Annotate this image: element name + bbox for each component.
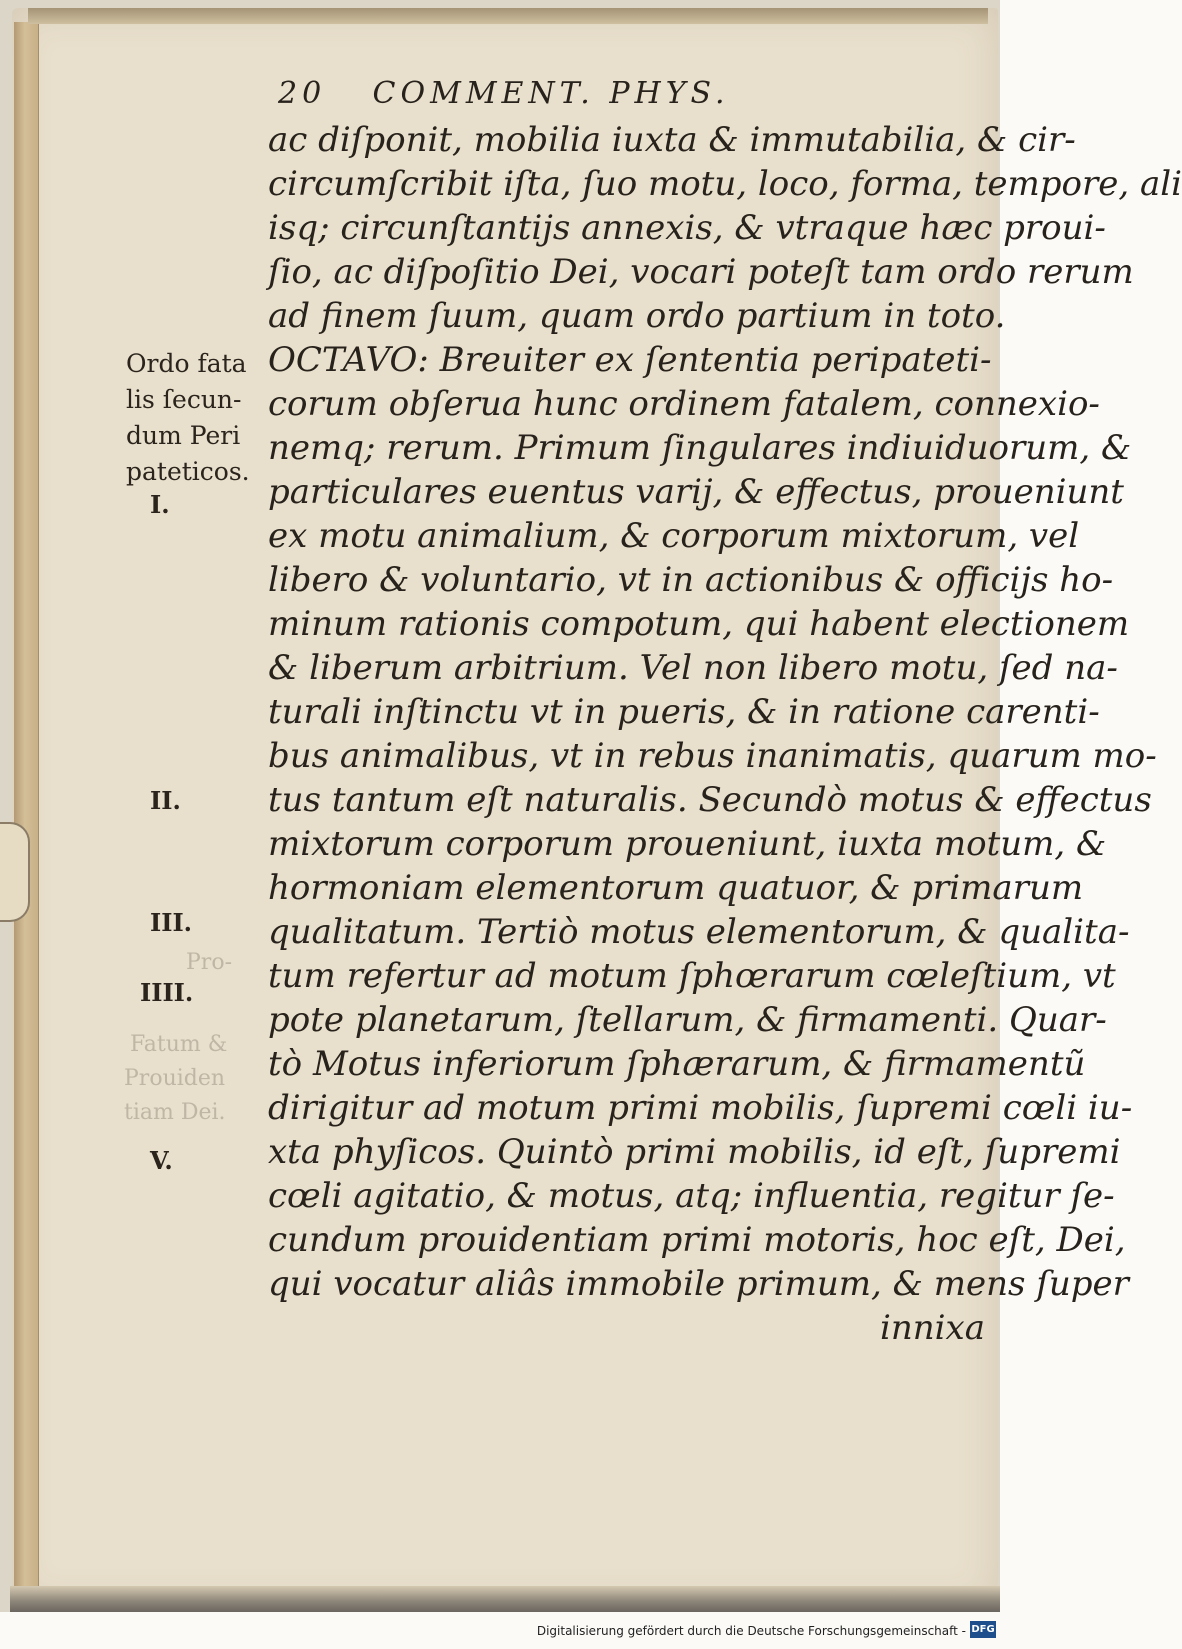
body-line: & liberum arbitrium. Vel non libero motu, ſed na- bbox=[268, 648, 1118, 688]
showthrough-text: Fatum & bbox=[130, 1032, 228, 1057]
showthrough-text: tiam Dei. bbox=[124, 1100, 226, 1125]
body-line: ſio, ac diſpoſitio Dei, vocari poteſt tam ordo rerum bbox=[268, 252, 1134, 292]
sidenote-line: lis ſecun- bbox=[126, 385, 242, 414]
body-line: xta phyſicos. Quintò primi mobilis, id eſt, ſupremi bbox=[268, 1132, 1121, 1172]
page-top-edge bbox=[28, 8, 988, 24]
book-clasp bbox=[0, 822, 30, 922]
body-line: particulares euentus varij, & effectus, proueniunt bbox=[268, 472, 1124, 512]
body-line: minum rationis compotum, qui habent electionem bbox=[268, 604, 1130, 644]
margin-numeral: V. bbox=[150, 1146, 173, 1175]
margin-numeral: I. bbox=[150, 490, 170, 519]
body-line: cœli agitatio, & motus, atq; influentia, regitur ſe- bbox=[268, 1176, 1115, 1216]
catchword: innixa bbox=[880, 1308, 985, 1348]
body-line: libero & voluntario, vt in actionibus & officijs ho- bbox=[268, 560, 1114, 600]
body-line: cundum prouidentiam primi motoris, hoc eſt, Dei, bbox=[268, 1220, 1126, 1260]
body-line: isq; circunſtantijs annexis, & vtraque hæc proui- bbox=[268, 208, 1106, 248]
body-line: nemq; rerum. Primum ſingulares indiuiduorum, & bbox=[268, 428, 1132, 468]
body-line: turali inſtinctu vt in pueris, & in ratione carenti- bbox=[268, 692, 1100, 732]
body-line: ad finem ſuum, quam ordo partium in toto. bbox=[268, 296, 1006, 336]
body-line: dirigitur ad motum primi mobilis, ſupremi cœli iu- bbox=[268, 1088, 1133, 1128]
margin-numeral: III. bbox=[150, 908, 193, 937]
margin-numeral: II. bbox=[150, 786, 181, 815]
page-number: 20 bbox=[278, 76, 327, 111]
body-line: tò Motus inferiorum ſphærarum, & firmamentũ bbox=[268, 1044, 1086, 1084]
digitization-credit: Digitalisierung gefördert durch die Deutsche Forschungsgemeinschaft - bbox=[536, 1624, 966, 1638]
sidenote-line: dum Peri bbox=[126, 421, 241, 450]
binding-shadow bbox=[10, 1586, 1000, 1612]
sidenote-line: Ordo fata bbox=[126, 349, 247, 378]
page-fore-edge bbox=[14, 22, 39, 1600]
body-line: mixtorum corporum proueniunt, iuxta motum, & bbox=[268, 824, 1107, 864]
body-line: ex motu animalium, & corporum mixtorum, vel bbox=[268, 516, 1080, 556]
showthrough-text: Prouiden bbox=[124, 1066, 226, 1091]
body-line: circumſcribit iſta, ſuo motu, loco, forma, tempore, ali bbox=[268, 164, 1182, 204]
sidenote-line: pateticos. bbox=[126, 457, 250, 486]
body-line: hormoniam elementorum quatuor, & primarum bbox=[268, 868, 1084, 908]
body-line: tus tantum eſt naturalis. Secundò motus & effectus bbox=[268, 780, 1152, 820]
running-header bbox=[278, 76, 838, 111]
body-line: tum refertur ad motum ſphœrarum cœleſtium, vt bbox=[268, 956, 1116, 996]
body-line: qui vocatur aliâs immobile primum, & mens ſuper bbox=[268, 1264, 1129, 1304]
body-line: bus animalibus, vt in rebus inanimatis, quarum mo- bbox=[268, 736, 1157, 776]
margin-numeral: IIII. bbox=[140, 978, 194, 1007]
showthrough-text: Pro- bbox=[186, 950, 232, 975]
body-line: corum obſerua hunc ordinem fatalem, connexio- bbox=[268, 384, 1100, 424]
body-line: OCTAVO: Breuiter ex ſententia peripateti- bbox=[268, 340, 992, 380]
body-line: pote planetarum, ſtellarum, & firmamenti. Quar- bbox=[268, 1000, 1107, 1040]
body-line: qualitatum. Tertiò motus elementorum, & qualita- bbox=[268, 912, 1130, 952]
running-title: COMMENT. PHYS. bbox=[372, 76, 730, 111]
body-line: ac diſponit, mobilia iuxta & immutabilia, & cir- bbox=[268, 120, 1076, 160]
dfg-logo: DFG bbox=[970, 1621, 996, 1638]
